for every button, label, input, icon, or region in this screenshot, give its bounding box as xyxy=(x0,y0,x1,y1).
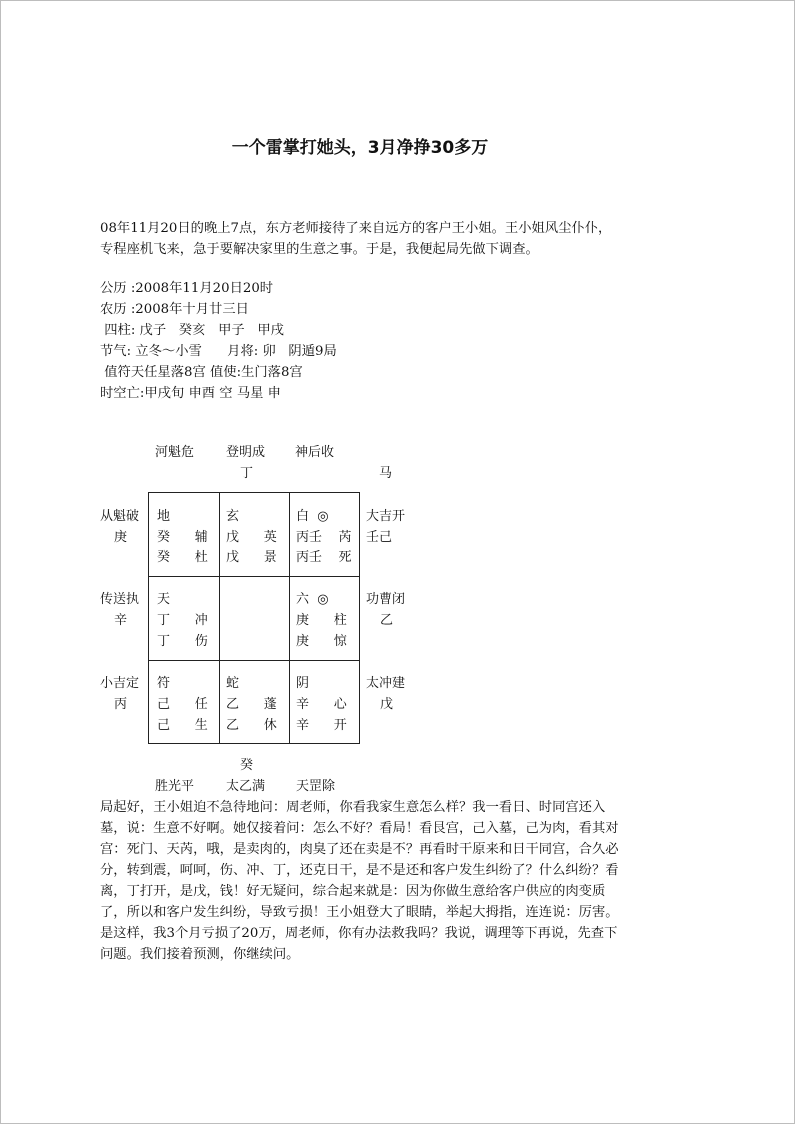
chart-cell-text: 辛 开 xyxy=(296,718,347,733)
chart-bottom-label: 胜光平 xyxy=(155,779,195,794)
chart-left-label: 传送执 xyxy=(100,592,140,607)
chart-cell-text: 乙 休 xyxy=(226,718,277,733)
chart-cell-text: 丁 伤 xyxy=(157,634,208,649)
chart-top-label: 河魁危 xyxy=(155,445,195,460)
chart-left-label: 从魁破 xyxy=(100,509,140,524)
chart-bottom-marker: 癸 xyxy=(240,758,254,773)
chart-right-label: 功曹闭 xyxy=(366,592,406,607)
chart-bottom-label: 天罡除 xyxy=(296,779,336,794)
chart-bottom-label: 太乙满 xyxy=(226,779,266,794)
info-kongwang: 时空亡:甲戌旬 申酉 空 马星 申 xyxy=(100,386,281,401)
chart-left-label: 辛 xyxy=(114,613,128,628)
chart-left-label: 庚 xyxy=(114,530,128,545)
chart-cell-text: 癸 辅 xyxy=(157,530,208,545)
chart-cell-text: 地 xyxy=(157,509,171,524)
info-lunar-date: 农历 :2008年十月廿三日 xyxy=(100,302,249,317)
chart-cell-text: 阴 xyxy=(296,676,310,691)
chart-right-label: 乙 xyxy=(380,613,394,628)
info-solar-date: 公历 :2008年11月20日20时 xyxy=(100,281,274,296)
info-zhifu: 值符天任星落8宫 值使:生门落8宫 xyxy=(100,365,303,380)
chart-cell-text: 戊 景 xyxy=(226,550,277,565)
chart-cell-text: 己 任 xyxy=(157,697,208,712)
chart-cell-text: 蛇 xyxy=(226,676,240,691)
chart-right-label: 大吉开 xyxy=(366,509,406,524)
chart-top-label: 神后收 xyxy=(295,445,335,460)
chart-cell-text: 戊 英 xyxy=(226,530,277,545)
chart-cell-text: 玄 xyxy=(226,509,240,524)
chart-cell-text: 白 ◎ xyxy=(296,509,329,524)
chart-right-label: 太冲建 xyxy=(366,676,406,691)
chart-cell-text: 丁 冲 xyxy=(157,613,208,628)
chart-left-label: 丙 xyxy=(114,697,128,712)
chart-top-marker: 马 xyxy=(379,466,393,481)
info-solar-term: 节气: 立冬～小雪 月将: 卯 阴遁9局 xyxy=(100,344,337,359)
chart-top-label: 登明成 xyxy=(226,445,266,460)
page-title: 一个雷掌打她头，3月净挣30多万 xyxy=(231,138,489,158)
chart-cell-text: 己 生 xyxy=(157,718,208,733)
chart-cell-text: 癸 杜 xyxy=(157,550,208,565)
chart-right-label: 戊 xyxy=(380,697,394,712)
chart-cell-text: 乙 蓬 xyxy=(226,697,277,712)
info-four-pillars: 四柱: 戊子 癸亥 甲子 甲戌 xyxy=(100,323,284,338)
chart-cell-text: 丙壬 芮 xyxy=(296,530,352,545)
chart-cell-text: 天 xyxy=(157,592,171,607)
chart-cell-text: 符 xyxy=(157,676,171,691)
chart-cell-text: 庚 惊 xyxy=(296,634,347,649)
chart-cell-text: 六 ◎ xyxy=(296,592,329,607)
chart-cell-text: 辛 心 xyxy=(296,697,347,712)
chart-cell-text: 庚 柱 xyxy=(296,613,347,628)
body-paragraph: 局起好，王小姐迫不急待地问：周老师，你看我家生意怎么样？我一看日、时同宫还入墓，说：生意不好啊。她仅接着问：怎么不好？看局！看艮宫，己入墓，己为肉，看其对宫：死门、天芮，哦，是卖肉的，肉臭了还在卖是不？再看时干原来和日干同宫，合久必分，转到震，呵呵，伤、冲、丁，还克日干，是不是还和客户发生纠纷了？什么纠纷？看离，丁打开，是戊，钱！好无疑问，综合起来就是：因为你做生意给客户供应的肉变质了，所以和客户发生纠纷，导致亏损！王小姐登大了眼睛，举起大拇指，连连说：厉害。是这样，我3个月亏损了20万，周老师，你有办法救我吗？我说，调理等下再说，先查下问题。我们接着预测，你继续问。 xyxy=(100,800,619,962)
chart-left-label: 小吉定 xyxy=(100,676,140,691)
intro-paragraph: 08年11月20日的晚上7点，东方老师接待了来自远方的客户王小姐。王小姐风尘仆仆，专程座机飞来，急于要解决家里的生意之事。于是，我便起局先做下调查。 xyxy=(100,221,612,257)
chart-top-marker: 丁 xyxy=(240,466,254,481)
chart-right-label: 壬己 xyxy=(366,530,393,545)
chart-cell-text: 丙壬 死 xyxy=(296,550,352,565)
